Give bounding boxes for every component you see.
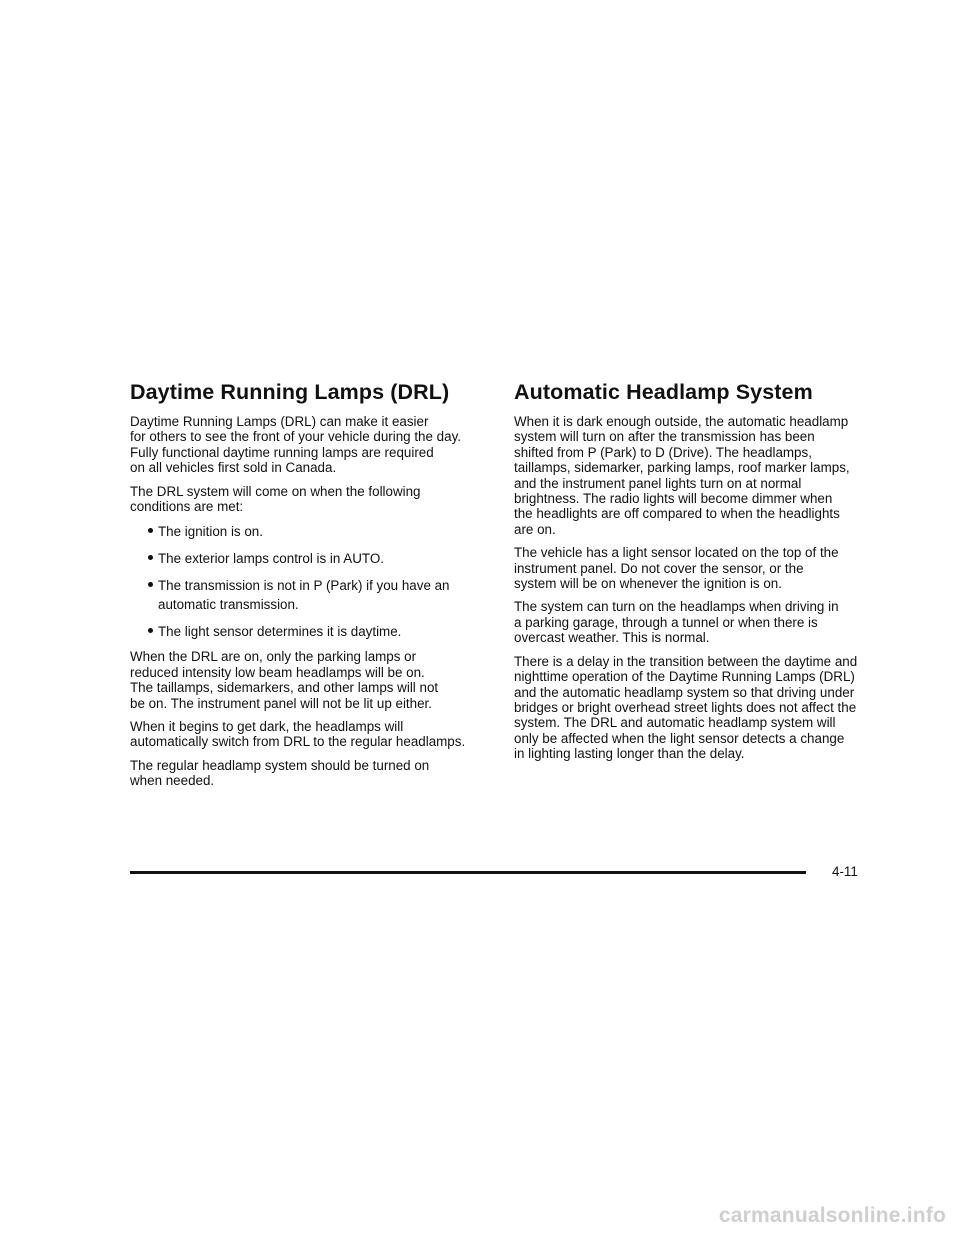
garage-paragraph: The system can turn on the headlamps when driving in a parking garage, through a tunnel or when there is overcast weather. This is normal. bbox=[514, 599, 839, 646]
list-item bbox=[130, 522, 500, 541]
light-sensor-paragraph: The vehicle has a light sensor located on the top of the instrument panel. Do not cover the sensor, or the system will be on whenever the ignition is on. bbox=[514, 545, 839, 592]
bullet-icon bbox=[148, 628, 153, 633]
watermark: carmanualsonline.info bbox=[718, 1204, 946, 1227]
bullet-text: The light sensor determines it is daytime. bbox=[158, 624, 402, 640]
auto-headlamp-section bbox=[514, 378, 878, 770]
drl-dark-paragraph: When it begins to get dark, the headlamps will automatically switch from DRL to the regular headlamps. bbox=[130, 719, 466, 750]
drl-section bbox=[130, 378, 500, 797]
bullet-icon bbox=[148, 528, 153, 533]
bullet-text: The exterior lamps control is in AUTO. bbox=[158, 551, 384, 567]
drl-regular-paragraph: The regular headlamp system should be turned on when needed. bbox=[130, 757, 430, 789]
list-item bbox=[130, 549, 500, 568]
bullet-text: The transmission is not in P (Park) if you have an automatic transmission. bbox=[158, 578, 450, 613]
delay-paragraph: There is a delay in the transition between the daytime and nighttime operation of the Daytime Running Lamps (DRL) and the automatic headlamp system so that driving under bridges or bright overhead street lights does not affect the system. The DRL and automatic headlamp system will only be affected when the light sensor detects a change in lighting lasting longer than the delay. bbox=[514, 653, 858, 762]
auto-headlamp-heading: Automatic Headlamp System bbox=[514, 380, 813, 404]
list-item bbox=[130, 622, 500, 641]
bullet-text: The ignition is on. bbox=[158, 524, 263, 540]
list-item bbox=[130, 576, 500, 614]
drl-heading: Daytime Running Lamps (DRL) bbox=[130, 380, 450, 404]
drl-on-paragraph: When the DRL are on, only the parking lamps or reduced intensity low beam headlamps will be on. The taillamps, sidemarkers, and other lamps will not be on. The instrument panel will not be lit up either. bbox=[130, 649, 439, 711]
drl-conditions-paragraph: The DRL system will come on when the following conditions are met: bbox=[130, 483, 421, 515]
bullet-icon bbox=[148, 582, 153, 587]
drl-conditions-list bbox=[130, 522, 500, 641]
bullet-icon bbox=[148, 555, 153, 560]
footer-rule bbox=[130, 871, 806, 874]
auto-headlamp-paragraph: When it is dark enough outside, the automatic headlamp system will turn on after the transmission has been shifted from P (Park) to D (Drive). The headlamps, taillamps, sidemarker, parking lamps, roof marker lamps, and the instrument panel lights turn on at normal brightness. The radio lights will become dimmer when the headlights are off compared to when the headlights are on. bbox=[514, 414, 850, 537]
drl-intro-paragraph: Daytime Running Lamps (DRL) can make it easier for others to see the front of your vehicle during the day. Fully functional daytime running lamps are required on all vehicles first sold in Canada. bbox=[130, 414, 461, 476]
page-number: 4-11 bbox=[832, 864, 858, 879]
